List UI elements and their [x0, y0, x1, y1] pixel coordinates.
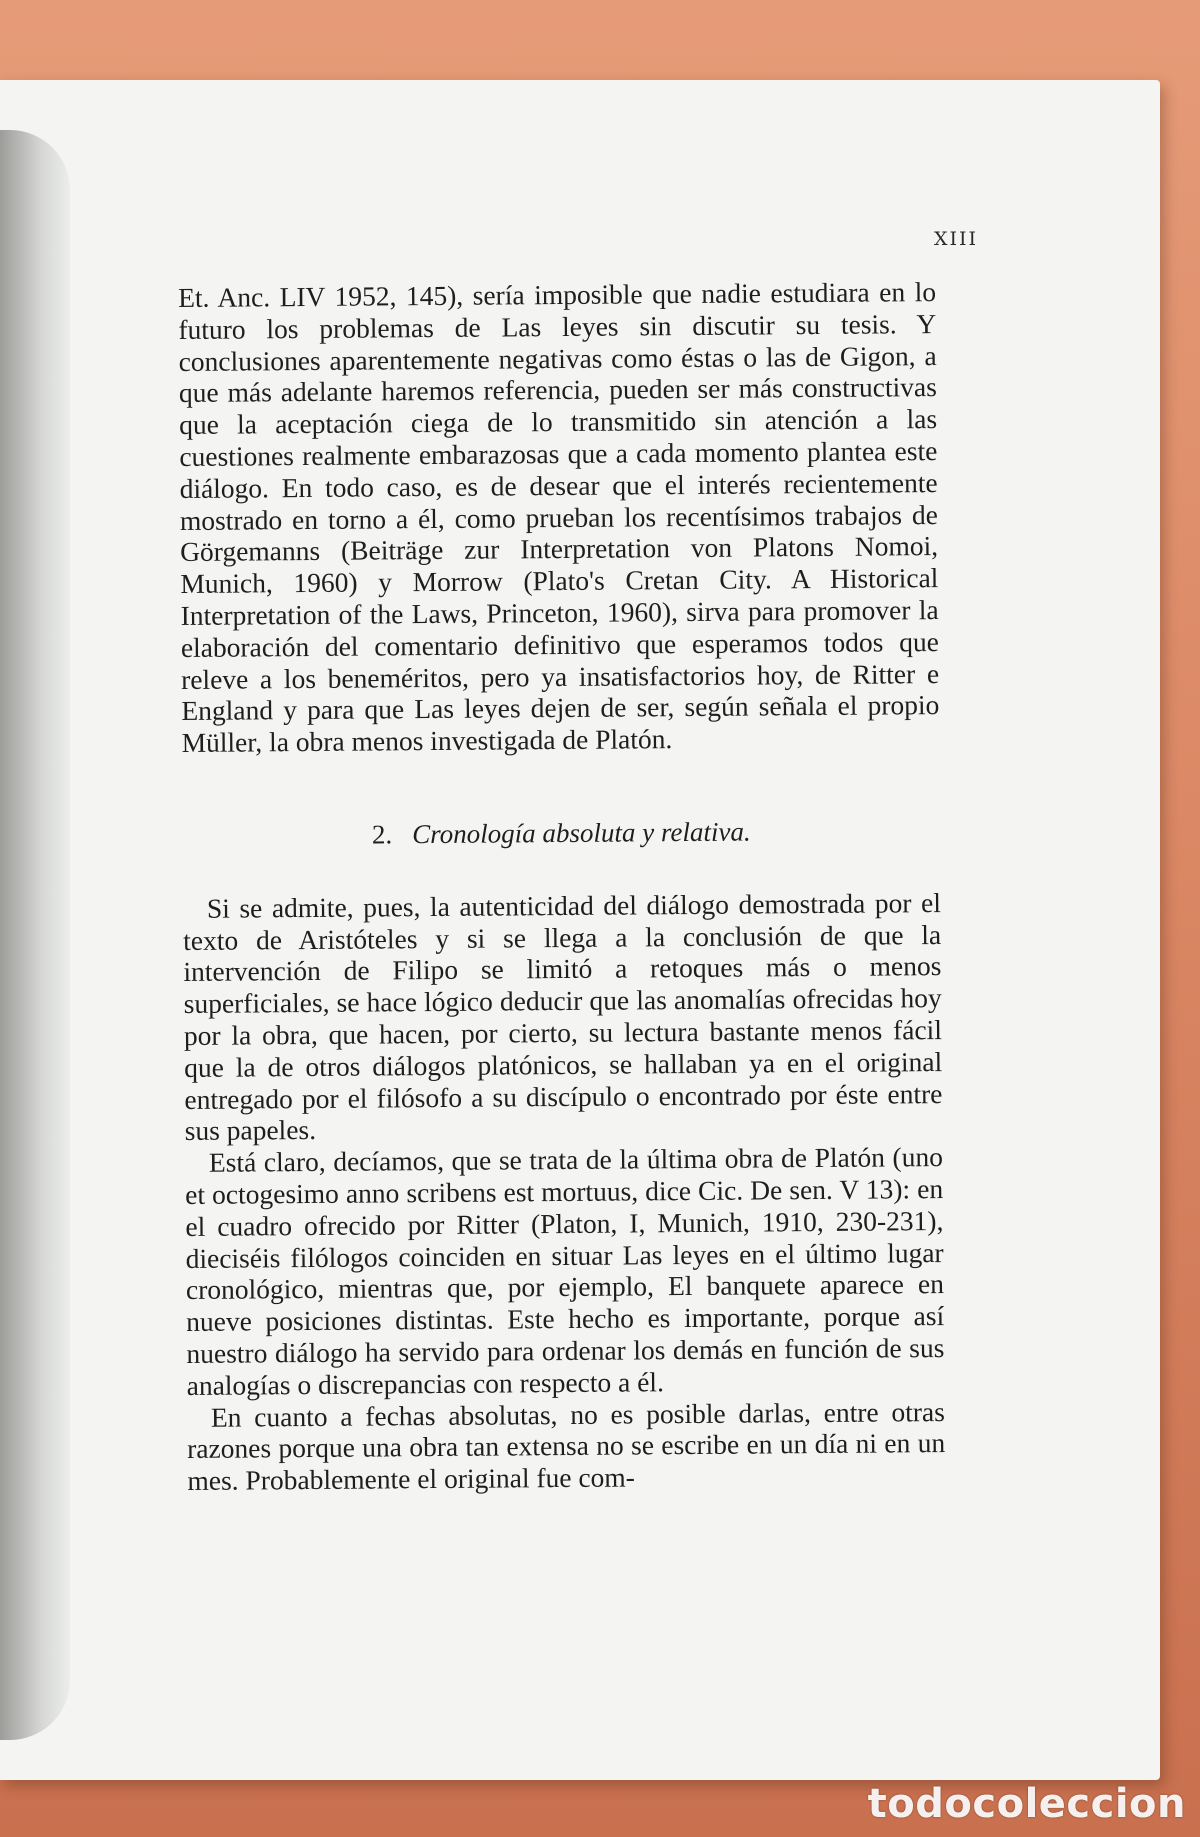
paragraph-1: Et. Anc. LIV 1952, 145), sería imposible que nadie estudiara en lo futuro los problemas de Las leyes sin discutir su tesis. Y conclusiones aparentemente negativas como éstas o las de Gigon, a que más adelante haremos referencia, pueden ser más constructivas que la aceptación ciega de lo transmitido sin atención a las cuestiones realmente embarazosas que a cada momento plantea este diálogo. En todo caso, es de desear que el interés recientemente mostrado en torno a él, como prueban los recentísimos trabajos de Görgemanns (Beiträge zur Interpretation von Platons Nomoi, Munich, 1960) y Morrow (Plato's Cretan City. A Historical Interpretation of the Laws, Princeton, 1960), sirva para promover la elaboración del comentario definitivo que esperamos todos que releve a los beneméritos, pero ya insatisfactorios hoy, de Ritter e England y para que Las leyes dejen de ser, según señala el propio Müller, la obra menos investigada de Platón.	[178, 276, 940, 759]
section-title: Cronología absoluta y relativa.	[412, 816, 751, 850]
paragraph-4: En cuanto a fechas absolutas, no es posible darlas, entre otras razones porque una obra tan extensa no se escribe en un día ni en un mes. Probablemente el original fue com-	[187, 1395, 946, 1497]
section-heading	[182, 815, 940, 853]
paragraph-2: Si se admite, pues, la autenticidad del diálogo demostrada por el texto de Aristóteles y si se llega a la conclusión de que la intervención de Filipo se limitó a retoques más o menos superficiales, se hace lógico deducir que las anomalías ofrecidas hoy por la obra, que hacen, por cierto, su lectura bastante menos fácil que la de otros diálogos platónicos, se hallaban ya en el original entregado por el filósofo a su discípulo o encontrado por éste entre sus papeles.	[183, 886, 943, 1147]
paragraph-3: Está claro, decíamos, que se trata de la última obra de Platón (uno et octogesimo anno scribens est mortuus, dice Cic. De sen. V 13): en el cuadro ofrecido por Ritter (Platon, I, Munich, 1910, 230-231), dieciséis filólogos coinciden en situar Las leyes en el último lugar cronológico, mientras que, por ejemplo, El banquete aparece en nueve posiciones distintas. Este hecho es importante, porque así nuestro diálogo ha servido para ordenar los demás en función de sus analogías o discrepancias con respecto a él.	[185, 1141, 945, 1401]
watermark-logo: todocoleccion	[867, 1781, 1186, 1827]
page-text	[178, 276, 946, 1497]
page-number: XIII	[933, 228, 978, 250]
section-number: 2.	[371, 819, 393, 850]
book-gutter	[0, 130, 70, 1740]
